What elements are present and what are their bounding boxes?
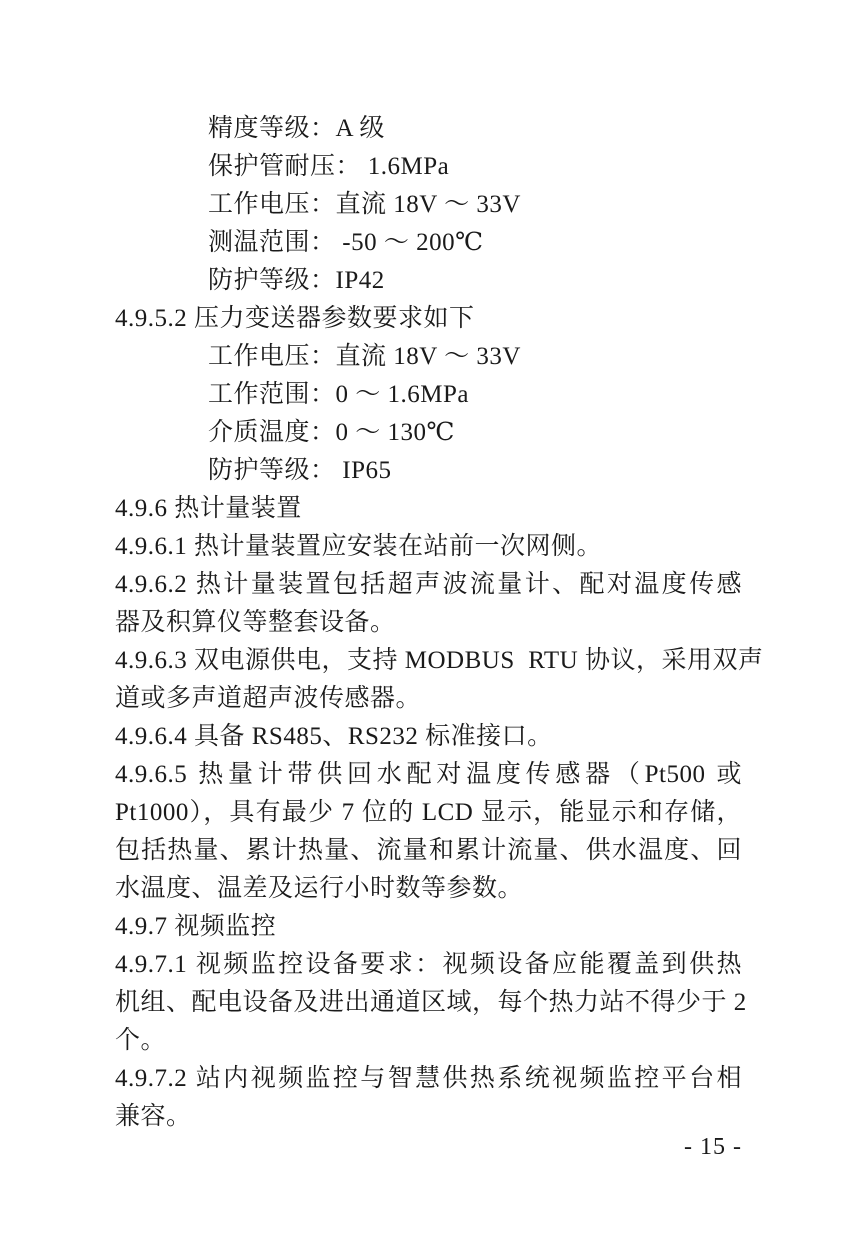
document-body bbox=[115, 110, 764, 1136]
page-number: - 15 - bbox=[684, 1134, 742, 1160]
text-line: 4.9.6.2 热计量装置包括超声波流量计、配对温度传感 bbox=[115, 571, 742, 598]
text-line: 道或多声道超声波传感器。 bbox=[115, 685, 422, 712]
text-line: Pt1000），具有最少 7 位的 LCD 显示，能显示和存储， bbox=[115, 799, 742, 826]
text-line: 兼容。 bbox=[115, 1103, 192, 1130]
text-line: 4.9.6.1 热计量装置应安装在站前一次网侧。 bbox=[115, 533, 603, 560]
text-line: 包括热量、累计热量、流量和累计流量、供水温度、回 bbox=[115, 837, 742, 864]
text-line: 精度等级：A 级 bbox=[208, 115, 385, 142]
text-line: 工作电压：直流 18V ～ 33V bbox=[208, 191, 521, 218]
text-line: 防护等级： IP65 bbox=[208, 457, 392, 484]
text-line: 4.9.6.4 具备 RS485、RS232 标准接口。 bbox=[115, 723, 553, 750]
text-line: 4.9.6.3 双电源供电，支持 MODBUS RTU 协议，采用双声 bbox=[115, 647, 764, 674]
text-line: 机组、配电设备及进出通道区域，每个热力站不得少于 2 bbox=[115, 989, 747, 1016]
section-heading-line: 4.9.5.2 压力变送器参数要求如下 bbox=[115, 305, 475, 332]
text-line: 防护等级：IP42 bbox=[208, 267, 385, 294]
text-line: 测温范围： -50 ～ 200℃ bbox=[208, 229, 484, 256]
section-heading-line: 4.9.7 视频监控 bbox=[115, 913, 277, 940]
text-line: 介质温度：0 ～ 130℃ bbox=[208, 419, 455, 446]
text-line: 4.9.7.2 站内视频监控与智慧供热系统视频监控平台相 bbox=[115, 1065, 742, 1092]
text-line: 4.9.7.1 视频监控设备要求：视频设备应能覆盖到供热 bbox=[115, 951, 742, 978]
text-line: 器及积算仪等整套设备。 bbox=[115, 609, 396, 636]
text-line: 4.9.6.5 热量计带供回水配对温度传感器（Pt500 或 bbox=[115, 761, 742, 788]
text-line: 个。 bbox=[115, 1027, 167, 1054]
text-line: 水温度、温差及运行小时数等参数。 bbox=[115, 875, 524, 902]
text-line: 工作电压：直流 18V ～ 33V bbox=[208, 343, 521, 370]
section-heading-line: 4.9.6 热计量装置 bbox=[115, 495, 302, 522]
text-line: 保护管耐压： 1.6MPa bbox=[208, 153, 450, 180]
text-line: 工作范围：0 ～ 1.6MPa bbox=[208, 381, 469, 408]
